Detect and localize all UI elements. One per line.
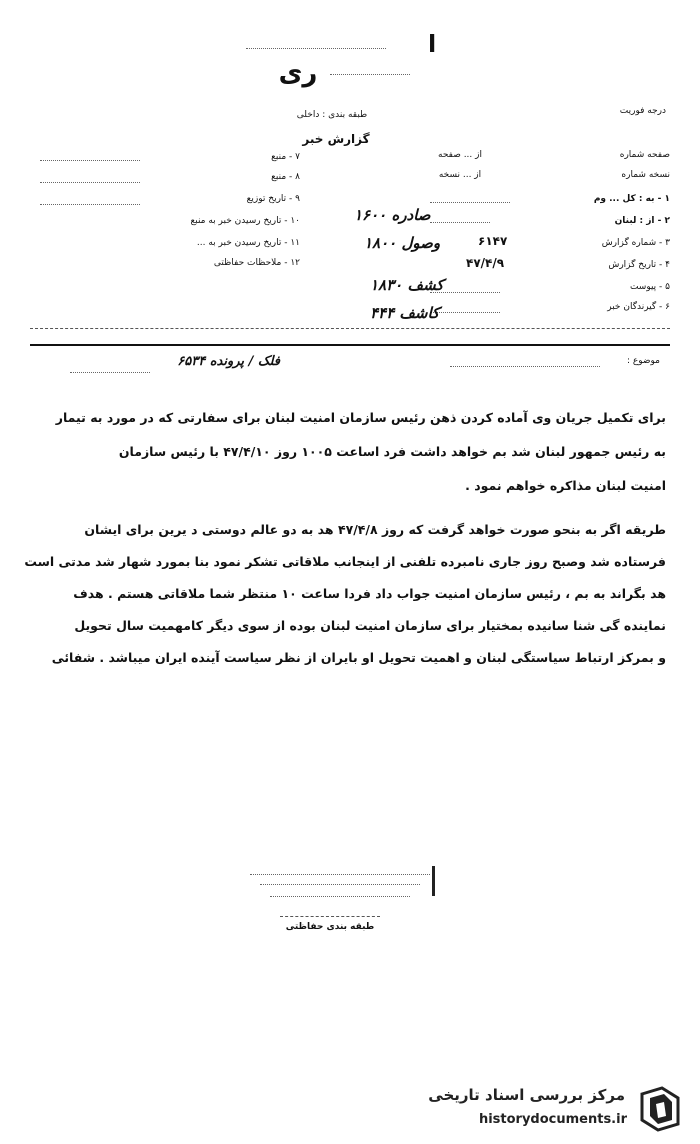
report-date: ۴۷/۴/۹ xyxy=(466,256,505,270)
footer-website: historydocuments.ir xyxy=(478,1112,627,1127)
header-divider xyxy=(30,344,670,346)
handwritten-issued: صادره ۱۶۰۰ xyxy=(354,206,431,224)
body-line: به رئیس جمهور لبنان شد بم خواهد داشت فرد اساعت ۱۰۰۵ روز ۴۷/۴/۱۰ با رئیس سازمان xyxy=(118,444,666,459)
top-mark: ا xyxy=(428,30,437,58)
body-line: برای تکمیل جریان وی آماده کردن ذهن رئیس سازمان امنیت لبنان برای سفارتی که در مورد به تیمار xyxy=(55,410,666,425)
right-fields xyxy=(520,150,670,310)
body-line: نماینده گی شنا سانیده بمختیار برای سازمان امنیت لبنان بوده از سوی دیگر کامهمیت سال تحویل xyxy=(74,618,666,633)
handwritten-decoded: کشف ۱۸۳۰ xyxy=(370,276,444,294)
copies-of: از ... نسخه xyxy=(438,170,482,180)
report-number: ۶۱۴۷ xyxy=(478,234,508,248)
body-line: طریقه اگر به بنحو صورت خواهد گرفت که روز ۴۷/۴/۸ هد به دو عالم دوستی د یرین برای ایشان xyxy=(84,522,666,537)
right-field: ۳ - شماره گزارش xyxy=(601,238,670,248)
right-field: ۶ - گیرندگان خبر xyxy=(607,302,670,312)
right-field: نسخه شماره xyxy=(621,170,670,180)
bottom-stamp xyxy=(250,866,440,906)
page-title: ری xyxy=(278,58,318,88)
left-field: ۱۲ - ملاحظات حفاظتی xyxy=(213,258,300,268)
right-field: صفحه شماره xyxy=(619,150,670,160)
body-paragraph-1 xyxy=(40,410,666,512)
left-field: ۱۰ - تاریخ رسیدن خبر به منبع xyxy=(190,216,300,226)
footer-watermark xyxy=(410,1082,690,1138)
body-line: فرستاده شد وصبح روز جاری نامبرده تلفنی از اینجانب ملاقاتی تشکر نمود بنا بمورد شهار شد مدتی است xyxy=(24,554,666,569)
archive-logo-icon xyxy=(634,1084,684,1134)
right-field: ۴ - تاریخ گزارش xyxy=(608,260,670,270)
body-line: امنیت لبنان مذاکره خواهم نمود . xyxy=(465,478,666,493)
body-line: هد بگراند به بم ، رئیس سازمان امنیت جواب داد فردا ساعت ۱۰ منتظر شما ملاقاتی هستم . هدف xyxy=(73,586,666,601)
report-title: گزارش خبر xyxy=(302,132,370,146)
left-field: ۹ - تاریخ توزیع xyxy=(246,194,300,204)
subject-value: فلک / پرونده ۶۵۳۴ xyxy=(177,354,280,369)
bottom-classification: طبقه بندی حفاظتی xyxy=(285,922,375,932)
pages-of: از ... صفحه xyxy=(438,150,482,160)
handwritten-received: وصول ۱۸۰۰ xyxy=(364,234,441,252)
header xyxy=(0,0,700,146)
left-fields xyxy=(150,152,300,272)
right-field: ۵ - پیوست xyxy=(629,282,670,292)
priority-label: درجه فوریت xyxy=(619,106,666,116)
subject-label: موضوع : xyxy=(626,356,660,366)
left-field: ۱۱ - تاریخ رسیدن خبر به ... xyxy=(196,238,300,248)
body-paragraph-2 xyxy=(24,522,666,682)
left-field: ۷ - منبع xyxy=(271,152,300,162)
handwritten-decoder: کاشف ۴۴۴ xyxy=(370,304,440,322)
footer-org-name: مرکز بررسی اسناد تاریخی xyxy=(428,1086,625,1104)
left-field: ۸ - منبع xyxy=(271,172,300,182)
right-field: ۱ - به : کل ... وم xyxy=(593,194,670,204)
classification-label: طبقه بندی : داخلی xyxy=(296,110,368,120)
top-stamp-mark xyxy=(246,40,396,54)
right-field: ۲ - از : لبنان xyxy=(614,216,670,226)
body-line: و بمرکز ارتباط سیاستگی لبنان و اهمیت تحویل او بایران از نظر سیاست آینده ایران میباشد . شفائی xyxy=(51,650,666,665)
